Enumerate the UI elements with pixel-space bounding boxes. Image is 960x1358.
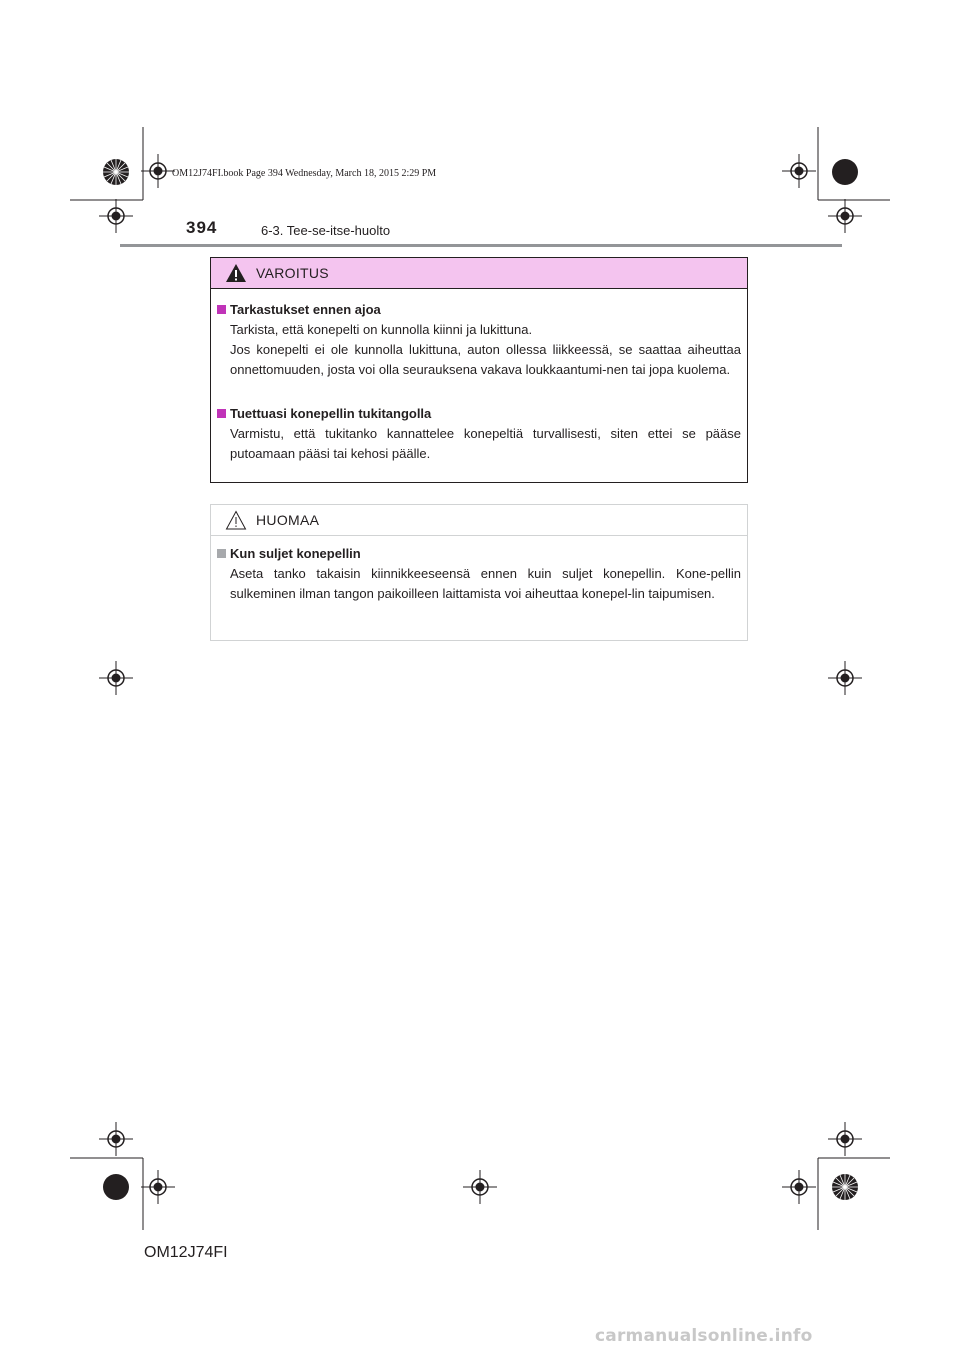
- bullet-square-icon: [217, 549, 226, 558]
- header-rule: [120, 244, 842, 247]
- registration-mark-icon: [463, 1170, 497, 1204]
- registration-mark-icon: [99, 199, 133, 233]
- print-info-line: OM12J74FI.book Page 394 Wednesday, March 18, 2015 2:29 PM: [172, 168, 437, 179]
- starburst-mark-icon: [831, 158, 859, 186]
- bullet-square-icon: [217, 305, 226, 314]
- paragraph: Aseta tanko takaisin kiinnikkeeseensä ennen kuin suljet konepellin. Kone-pellin sulkeminen ilman tangon paikoilleen laittamista voi aiheuttaa konepel-lin taipumisen.: [230, 566, 741, 601]
- paragraph: Jos konepelti ei ole kunnolla lukittuna, auton ollessa liikkeessä, se saattaa aiheuttaa onnettomuuden, josta voi olla seurauksena vakava loukkaantumi-nen tai jopa kuolema.: [230, 342, 741, 377]
- warning-item-title: Tarkastukset ennen ajoa: [217, 300, 741, 320]
- page-number: 394: [186, 218, 218, 237]
- notice-label: HUOMAA: [256, 512, 320, 528]
- notice-item: [217, 544, 741, 604]
- model-code: OM12J74FI: [144, 1244, 228, 1261]
- warning-item-text: [230, 320, 741, 380]
- notice-item-text: [230, 564, 741, 604]
- registration-mark-icon: [782, 154, 816, 188]
- warning-item: [217, 404, 741, 464]
- bullet-square-icon: [217, 409, 226, 418]
- registration-mark-icon: [828, 661, 862, 695]
- registration-mark-icon: [99, 1122, 133, 1156]
- warning-box: [210, 257, 748, 483]
- notice-box: [210, 504, 748, 641]
- registration-mark-icon: [782, 1170, 816, 1204]
- registration-mark-icon: [828, 1122, 862, 1156]
- registration-mark-icon: [141, 154, 175, 188]
- starburst-mark-icon: [102, 1173, 130, 1201]
- warning-header: [211, 258, 747, 289]
- starburst-mark-icon: [831, 1173, 859, 1201]
- paragraph: Varmistu, että tukitanko kannattelee konepeltiä turvallisesti, siten ettei se pääse putoamaan pääsi tai kehosi päälle.: [230, 426, 741, 461]
- section-title: 6-3. Tee-se-itse-huolto: [261, 223, 391, 238]
- warning-triangle-icon: [225, 263, 247, 283]
- registration-mark-icon: [141, 1170, 175, 1204]
- caution-outline-triangle-icon: [225, 510, 247, 530]
- watermark: carmanualsonline.info: [595, 1326, 813, 1346]
- starburst-mark-icon: [102, 158, 130, 186]
- registration-mark-icon: [99, 661, 133, 695]
- notice-item-title: Kun suljet konepellin: [217, 544, 741, 564]
- registration-mark-icon: [828, 199, 862, 233]
- warning-label: VAROITUS: [256, 265, 329, 281]
- warning-item-title: Tuettuasi konepellin tukitangolla: [217, 404, 741, 424]
- notice-header: [211, 505, 747, 536]
- paragraph: Tarkista, että konepelti on kunnolla kiinni ja lukittuna.: [230, 322, 533, 337]
- warning-item: [217, 300, 741, 380]
- warning-item-text: [230, 424, 741, 464]
